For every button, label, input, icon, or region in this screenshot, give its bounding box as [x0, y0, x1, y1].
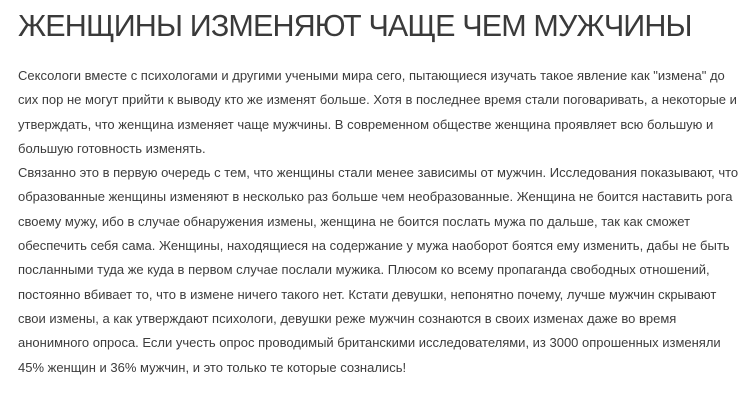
article-line: Сексологи вместе с психологами и другими учеными мира сего, пытающиеся изучать такое явление как "измена" до — [18, 68, 725, 83]
article-body — [18, 64, 738, 380]
article-line: утверждать, что женщина изменяет чаще мужчины. В современном обществе женщина проявляет всю большую и — [18, 116, 714, 132]
article-line: образованные женщины изменяют в несколько раз больше чем необразованные. Женщина не боится наставить рога — [18, 189, 733, 205]
article-line: анонимного опроса. Если учесть опрос проводимый британскими исследователями, из 3000 опрошенных изменяли — [18, 335, 721, 351]
article-line: сих пор не могут прийти к выводу кто же изменят больше. Хотя в последнее время стали поговаривать, а некоторые и — [18, 92, 737, 108]
article-line: свои измены, а как утверждают психологи, девушки реже мужчин сознаются в своих изменах даже во время — [18, 310, 677, 326]
article-line: посланными туда же куда в первом случае послали мужика. Плюсом ко всему пропаганда свободных отношений, — [18, 262, 710, 278]
article-line: постоянно вбивает то, что в измене ничего такого нет. Кстати девушки, непонятно почему, лучше мужчин скрывают — [18, 286, 717, 302]
article-line: своему мужу, ибо в случае обнаружения измены, женщина не боится послать мужа по дальше, так как сможет — [18, 213, 691, 229]
article-line: Связанно это в первую очередь с тем, что женщины стали менее зависимы от мужчин. Исследования показывают, что — [18, 165, 738, 181]
article-title: ЖЕНЩИНЫ ИЗМЕНЯЮТ ЧАЩЕ ЧЕМ МУЖЧИНЫ — [18, 9, 692, 43]
article-line: большую готовность изменять. — [18, 140, 206, 156]
article-line: обеспечить себя сама. Женщины, находящиеся на содержание у мужа наоборот боятся ему изменить, дабы не быть — [18, 238, 730, 254]
article-line: 45% женщин и 36% мужчин, и это только те которые сознались! — [18, 359, 407, 375]
